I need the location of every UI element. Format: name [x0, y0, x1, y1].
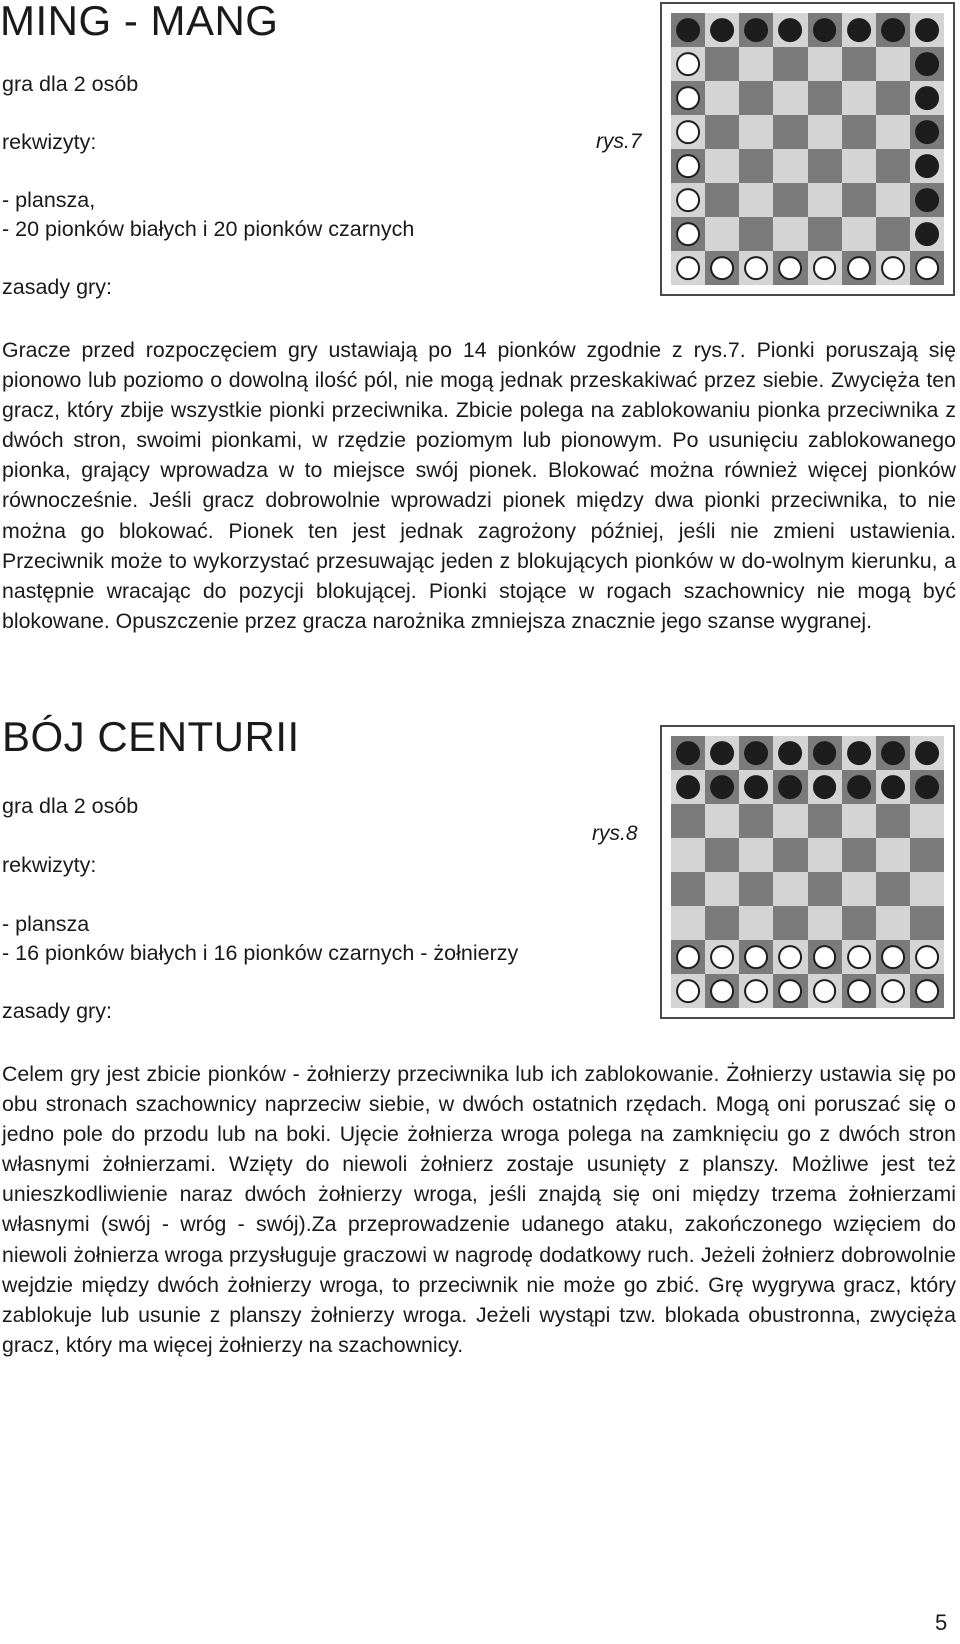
black-pawn [915, 188, 939, 212]
board-square [808, 838, 842, 872]
black-pawn [710, 18, 734, 42]
black-pawn [847, 775, 871, 799]
board-square [910, 974, 944, 1008]
board-square [808, 804, 842, 838]
board-square [808, 251, 842, 285]
board-square [671, 838, 705, 872]
board-square [671, 47, 705, 81]
board-square [808, 149, 842, 183]
board-square [739, 149, 773, 183]
board-square [842, 940, 876, 974]
board-square [808, 13, 842, 47]
white-pawn [676, 120, 700, 144]
black-pawn [676, 18, 700, 42]
board-square [773, 838, 807, 872]
board-square [739, 251, 773, 285]
board-square [705, 47, 739, 81]
board-square [808, 736, 842, 770]
white-pawn [915, 256, 939, 280]
board-square [910, 47, 944, 81]
white-pawn [676, 222, 700, 246]
board-square [705, 217, 739, 251]
board-square [671, 974, 705, 1008]
board-square [739, 81, 773, 115]
black-pawn [676, 775, 700, 799]
board-square [910, 872, 944, 906]
black-pawn [710, 775, 734, 799]
board-square [842, 149, 876, 183]
board-square [910, 736, 944, 770]
board-square [808, 906, 842, 940]
section1-rules-label: zasady gry: [2, 275, 112, 299]
white-pawn [744, 945, 768, 969]
section1-prop-item: - 20 pionków białych i 20 pionków czarnych [2, 217, 415, 241]
board-square [842, 736, 876, 770]
page-number: 5 [935, 1610, 948, 1635]
board-square [842, 804, 876, 838]
board-square [876, 81, 910, 115]
section1-title: MING - MANG [0, 0, 279, 44]
board-square [808, 974, 842, 1008]
board-square [773, 13, 807, 47]
black-pawn [915, 18, 939, 42]
board-square [705, 115, 739, 149]
section2-figure-caption: rys.8 [592, 822, 638, 845]
black-pawn [915, 741, 939, 765]
board-square [842, 838, 876, 872]
board-square [808, 770, 842, 804]
black-pawn [744, 741, 768, 765]
board-square [739, 183, 773, 217]
white-pawn [881, 979, 905, 1003]
board-square [842, 13, 876, 47]
board-square [876, 115, 910, 149]
board-square [671, 217, 705, 251]
board-square [876, 770, 910, 804]
board-square [842, 770, 876, 804]
white-pawn [847, 945, 871, 969]
board-square [842, 251, 876, 285]
section2-prop-item: - 16 pionków białych i 16 pionków czarnych - żołnierzy [2, 941, 519, 965]
section2-rules-paragraph: Celem gry jest zbicie pionków - żołnierzy przeciwnika lub ich zablokowanie. Żołnierzy ustawia się po obu stronach szachownicy naprzeciw siebie, w dwóch ostatnich rzędach. Mogą oni poruszać się o jedno pole do przodu lub na boki. Ujęcie żołnierza wroga polega na zamknięciu go z dwóch stron własnymi żołnierzami. Wzięty do niewoli żołnierz zostaje usunięty z planszy. Możliwe jest też unieszkodliwienie naraz dwóch żołnierzy wroga, jeśli znajdą się oni między trzema żołnierzami własnymi (swój - wróg - swój).Za przeprowadzenie udanego ataku, zakończonego wzięciem do niewoli żołnierza wroga przysługuje graczowi w nagrodę dodatkowy ruch. Jeżeli żołnierz dobrowolnie wejdzie między dwóch żołnierzy wroga, to przeciwnik nie może go zbić. Grę wygrywa gracz, który zablokuje lub usunie z planszy żołnierzy wroga. Jeżeli wystąpi tzw. blokada obustronna, zwycięża gracz, który ma więcej żołnierzy na szachownicy. [2, 1062, 956, 1357]
board-square [910, 804, 944, 838]
white-pawn [676, 945, 700, 969]
black-pawn [744, 775, 768, 799]
board-square [671, 736, 705, 770]
black-pawn [915, 154, 939, 178]
board-square [808, 217, 842, 251]
board-square [842, 974, 876, 1008]
black-pawn [744, 18, 768, 42]
board-square [842, 183, 876, 217]
black-pawn [847, 741, 871, 765]
board-square [671, 115, 705, 149]
black-pawn [779, 775, 803, 799]
board-square [876, 47, 910, 81]
board-square [876, 217, 910, 251]
board-square [876, 838, 910, 872]
board-square [910, 13, 944, 47]
board-square [671, 251, 705, 285]
board-square [842, 217, 876, 251]
board-square [876, 13, 910, 47]
white-pawn [744, 256, 768, 280]
board-square [773, 872, 807, 906]
board-square [910, 906, 944, 940]
board-square [739, 804, 773, 838]
black-pawn [813, 18, 837, 42]
white-pawn [881, 945, 905, 969]
board-square [705, 906, 739, 940]
board-square [876, 149, 910, 183]
white-pawn [710, 256, 734, 280]
board-square [773, 149, 807, 183]
black-pawn [847, 18, 871, 42]
board-square [773, 251, 807, 285]
black-pawn [915, 120, 939, 144]
board-square [671, 804, 705, 838]
board-square [671, 770, 705, 804]
board-square [910, 115, 944, 149]
board-square [910, 81, 944, 115]
board-grid [671, 736, 944, 1008]
board-square [705, 149, 739, 183]
white-pawn [676, 52, 700, 76]
board-square [773, 770, 807, 804]
black-pawn [915, 86, 939, 110]
board-square [671, 872, 705, 906]
board-square [773, 974, 807, 1008]
board-square [705, 804, 739, 838]
board-square [910, 838, 944, 872]
board-square [910, 183, 944, 217]
board-square [671, 183, 705, 217]
black-pawn [915, 52, 939, 76]
board-square [876, 183, 910, 217]
white-pawn [881, 256, 905, 280]
black-pawn [813, 741, 837, 765]
black-pawn [779, 741, 803, 765]
board-square [739, 47, 773, 81]
board-square [808, 872, 842, 906]
board-square [808, 940, 842, 974]
board-diagram-rys7 [660, 2, 955, 296]
section2-props-label: rekwizyty: [2, 853, 97, 877]
section1-rules-paragraph: Gracze przed rozpoczęciem gry ustawiają po 14 pionków zgodnie z rys.7. Pionki poruszają się pionowo lub poziomo o dowolną ilość pól, nie mogą jednak przeskakiwać przez siebie. Zwycięża ten gracz, który zbije wszystkie pionki przeciwnika. Zbicie polega na zablokowaniu pionka przeciwnika z dwóch stron, swoimi pionkami, w rzędzie poziomym lub pionowym. Po usunięciu zablokowanego pionka, grający wprowadza w to miejsce swój pionek. Blokować można również więcej pionków równocześnie. Jeśli gracz dobrowolnie wprowadzi pionek między dwa pionki przeciwnika, to nie można go blokować. Pionek ten jest jednak zagrożony później, jeśli nie zmieni ustawienia. Przeciwnik może to wykorzystać przesuwając jeden z blokujących pionków w do-wolnym kierunku, a następnie wracając do pozycji blokującej. Pionki stojące w rogach szachownicy nie mogą być blokowane. Opuszczenie przez gracza narożnika zmniejsza znacznie jego szanse wygranej. [2, 338, 956, 633]
section1-players: gra dla 2 osób [2, 72, 139, 96]
board-square [739, 974, 773, 1008]
board-square [671, 906, 705, 940]
white-pawn [779, 979, 803, 1003]
board-square [876, 804, 910, 838]
board-square [739, 906, 773, 940]
board-square [739, 770, 773, 804]
white-pawn [676, 256, 700, 280]
white-pawn [710, 979, 734, 1003]
board-square [773, 940, 807, 974]
board-square [739, 872, 773, 906]
white-pawn [847, 979, 871, 1003]
board-square [876, 251, 910, 285]
board-square [910, 217, 944, 251]
board-square [910, 251, 944, 285]
section1-props-label: rekwizyty: [2, 130, 97, 154]
white-pawn [676, 979, 700, 1003]
board-square [705, 81, 739, 115]
black-pawn [881, 775, 905, 799]
white-pawn [676, 154, 700, 178]
board-square [739, 217, 773, 251]
black-pawn [881, 741, 905, 765]
board-grid [671, 13, 944, 285]
board-square [705, 838, 739, 872]
board-square [705, 872, 739, 906]
white-pawn [847, 256, 871, 280]
board-square [842, 872, 876, 906]
board-square [705, 974, 739, 1008]
white-pawn [779, 256, 803, 280]
board-square [808, 47, 842, 81]
section2-rules-label: zasady gry: [2, 999, 112, 1023]
board-square [739, 13, 773, 47]
board-square [705, 736, 739, 770]
white-pawn [744, 979, 768, 1003]
board-square [910, 149, 944, 183]
black-pawn [915, 222, 939, 246]
board-square [773, 183, 807, 217]
black-pawn [710, 741, 734, 765]
board-square [876, 736, 910, 770]
board-square [842, 47, 876, 81]
board-diagram-rys8 [660, 725, 955, 1019]
board-square [705, 183, 739, 217]
section1-rules-text [2, 335, 956, 636]
section2-rules-text [2, 1059, 956, 1360]
white-pawn [915, 945, 939, 969]
board-square [876, 872, 910, 906]
board-square [876, 940, 910, 974]
board-square [671, 149, 705, 183]
board-square [739, 736, 773, 770]
board-square [842, 115, 876, 149]
board-square [739, 115, 773, 149]
board-square [910, 940, 944, 974]
section2-prop-item: - plansza [2, 912, 90, 936]
black-pawn [915, 775, 939, 799]
board-square [773, 81, 807, 115]
section1-prop-item: - plansza, [2, 188, 96, 212]
board-square [842, 81, 876, 115]
white-pawn [676, 188, 700, 212]
board-square [842, 906, 876, 940]
white-pawn [813, 256, 837, 280]
board-square [808, 81, 842, 115]
white-pawn [779, 945, 803, 969]
board-square [705, 13, 739, 47]
board-square [705, 940, 739, 974]
white-pawn [710, 945, 734, 969]
board-square [739, 838, 773, 872]
board-square [705, 770, 739, 804]
board-square [808, 183, 842, 217]
white-pawn [676, 86, 700, 110]
section2-players: gra dla 2 osób [2, 794, 139, 818]
section2-title: BÓJ CENTURII [2, 713, 300, 760]
board-square [773, 736, 807, 770]
board-square [671, 13, 705, 47]
black-pawn [881, 18, 905, 42]
white-pawn [813, 979, 837, 1003]
board-square [705, 251, 739, 285]
black-pawn [779, 18, 803, 42]
board-square [773, 47, 807, 81]
board-square [876, 906, 910, 940]
white-pawn [915, 979, 939, 1003]
board-square [671, 940, 705, 974]
black-pawn [813, 775, 837, 799]
board-square [739, 940, 773, 974]
section1-figure-caption: rys.7 [596, 130, 642, 153]
board-square [773, 906, 807, 940]
board-square [671, 81, 705, 115]
board-square [773, 804, 807, 838]
board-square [910, 770, 944, 804]
board-square [876, 974, 910, 1008]
board-square [808, 115, 842, 149]
black-pawn [676, 741, 700, 765]
board-square [773, 115, 807, 149]
board-square [773, 217, 807, 251]
white-pawn [813, 945, 837, 969]
